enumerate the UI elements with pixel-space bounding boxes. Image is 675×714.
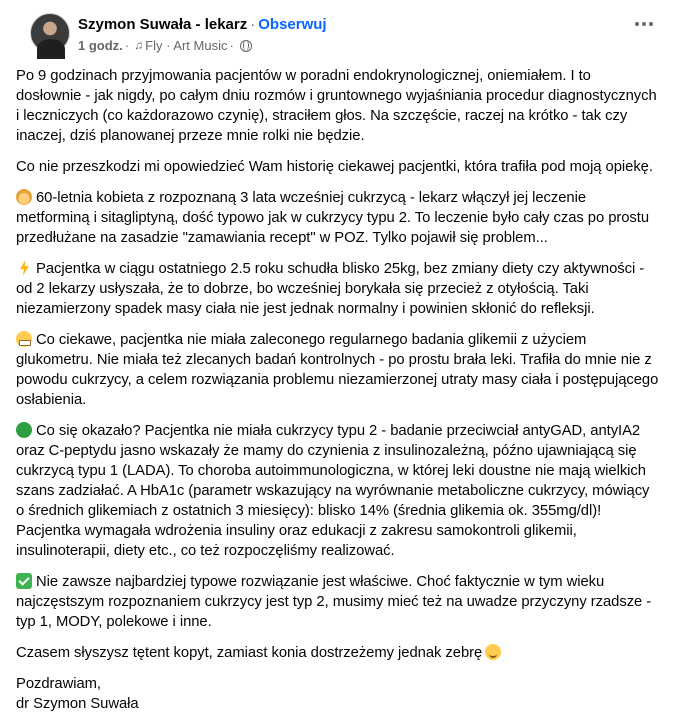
- author-info: [78, 15, 327, 54]
- green-circle-emoji-icon: [16, 422, 32, 438]
- post-header: [16, 0, 659, 66]
- signature-name: dr Szymon Suwała: [16, 696, 139, 712]
- meta-separator: ·: [124, 38, 130, 53]
- post-paragraph-7-text: Nie zawsze najbardziej typowe rozwiązanie jest właściwe. Choć faktycznie w tym wieku najczęstszym rozpoznaniem cukrzycy jest typ 2, musimy mieć też na uwadze przyczyny rzadsze - typ 1, MODY, polekowe i inne.: [16, 574, 652, 630]
- post-time[interactable]: 1 godz.: [78, 38, 123, 53]
- post-paragraph-2: Co nie przeszkodzi mi opowiedzieć Wam historię ciekawej pacjentki, która trafiła pod moją opiekę.: [16, 159, 653, 175]
- post-paragraph-3: [16, 188, 659, 248]
- music-track[interactable]: Fly · Art Music: [145, 38, 228, 53]
- post-meta: [78, 37, 327, 54]
- post-content: [16, 66, 659, 714]
- post-paragraph-4-text: Pacjentka w ciągu ostatniego 2.5 roku schudła blisko 25kg, bez zmiany diety czy aktywności - od 2 lekarzy usłyszała, że to dobrze, bo wcześniej borykała się przecież z otyłością. Taki niezamierzony spadek masy ciała nie jest jednak normalny i powinien skłonić do refleksji.: [16, 261, 645, 317]
- lightning-emoji-icon: [16, 260, 32, 276]
- post-paragraph-7: [16, 572, 659, 632]
- globe-icon[interactable]: [240, 40, 252, 52]
- check-mark-emoji-icon: [16, 573, 32, 589]
- signature-greeting: Pozdrawiam,: [16, 676, 101, 692]
- meta-separator-2: ·: [229, 38, 234, 53]
- post-signature: [16, 674, 659, 714]
- post-paragraph-8: [16, 643, 659, 663]
- post-paragraph-6-text: Co się okazało? Pacjentka nie miała cukrzycy typu 2 - badanie przeciwciał antyGAD, antyIA2 oraz C-peptydu jasno wskazały że mamy do czynienia z insulinozależną, późno ujawniającą się cukrzycą typu 1 (LADA). To choroba autoimmunologiczna, w której leki doustne nie mają wielkich szans zadziałać. A HbA1c (parametr wskazujący na wyrównanie metaboliczne cukrzycy, mówiący o średnich glikemiach z ostatnich 3 miesięcy): blisko 14% (średnia glikemia ok. 355mg/dl)! Pacjentka wymagała wdrożenia insuliny oraz edukacji z zakresu samokontroli glikemii, insulinoterapii, diety etc., co też rozpoczęliśmy realizować.: [16, 423, 650, 559]
- post-paragraph-5: [16, 330, 659, 410]
- post-paragraph-5-text: Co ciekawe, pacjentka nie miała zaleconego regularnego badania glikemii z użyciem glukometru. Nie miała też zlecanych badań kontrolnych - po prostu brała leki. Trafiła do mnie nie z powodu cukrzycy, a celem rozwiązania problemu niezamierzonej utraty masy ciała i postępującego osłabienia.: [16, 332, 659, 408]
- post-paragraph-4: [16, 259, 659, 319]
- post-paragraph-1: Po 9 godzinach przyjmowania pacjentów w poradni endokrynologicznej, oniemiałem. I to dosłownie - jak nigdy, po całym dniu rozmów i gruntownego wyjaśniania procedur diagnostycznych i leczniczych (co każdorazowo czynię), straciłem głos. Na szczęście, raczej na krótko - tak czy inaczej, dziś planowanej przeze mnie rolki nie będzie.: [16, 68, 657, 144]
- name-separator: ·: [250, 16, 256, 33]
- author-name-line: [78, 15, 327, 34]
- author-name[interactable]: Szymon Suwała - lekarz: [78, 16, 248, 33]
- post-paragraph-3-text: 60-letnia kobieta z rozpoznaną 3 lata wcześniej cukrzycą - lekarz włączył jej leczenie metforminą i sitagliptyną, dość typowo jak w cukrzycy typu 2. To leczenie było cały czas po prostu przedłużane na zasadzie "zamawiania recept" w POZ. Tylko pojawił się problem...: [16, 190, 650, 246]
- winking-face-emoji-icon: [485, 644, 501, 660]
- more-options-icon[interactable]: [635, 22, 653, 26]
- woman-emoji-icon: [16, 189, 32, 205]
- author-avatar[interactable]: [30, 13, 70, 53]
- grimacing-face-emoji-icon: [16, 331, 32, 347]
- follow-button[interactable]: Obserwuj: [258, 16, 327, 33]
- post-paragraph-8-text: Czasem słyszysz tętent kopyt, zamiast konia dostrzeżemy jednak zebrę: [16, 645, 483, 661]
- music-note-icon: ♫: [134, 38, 144, 52]
- post-paragraph-6: [16, 421, 659, 561]
